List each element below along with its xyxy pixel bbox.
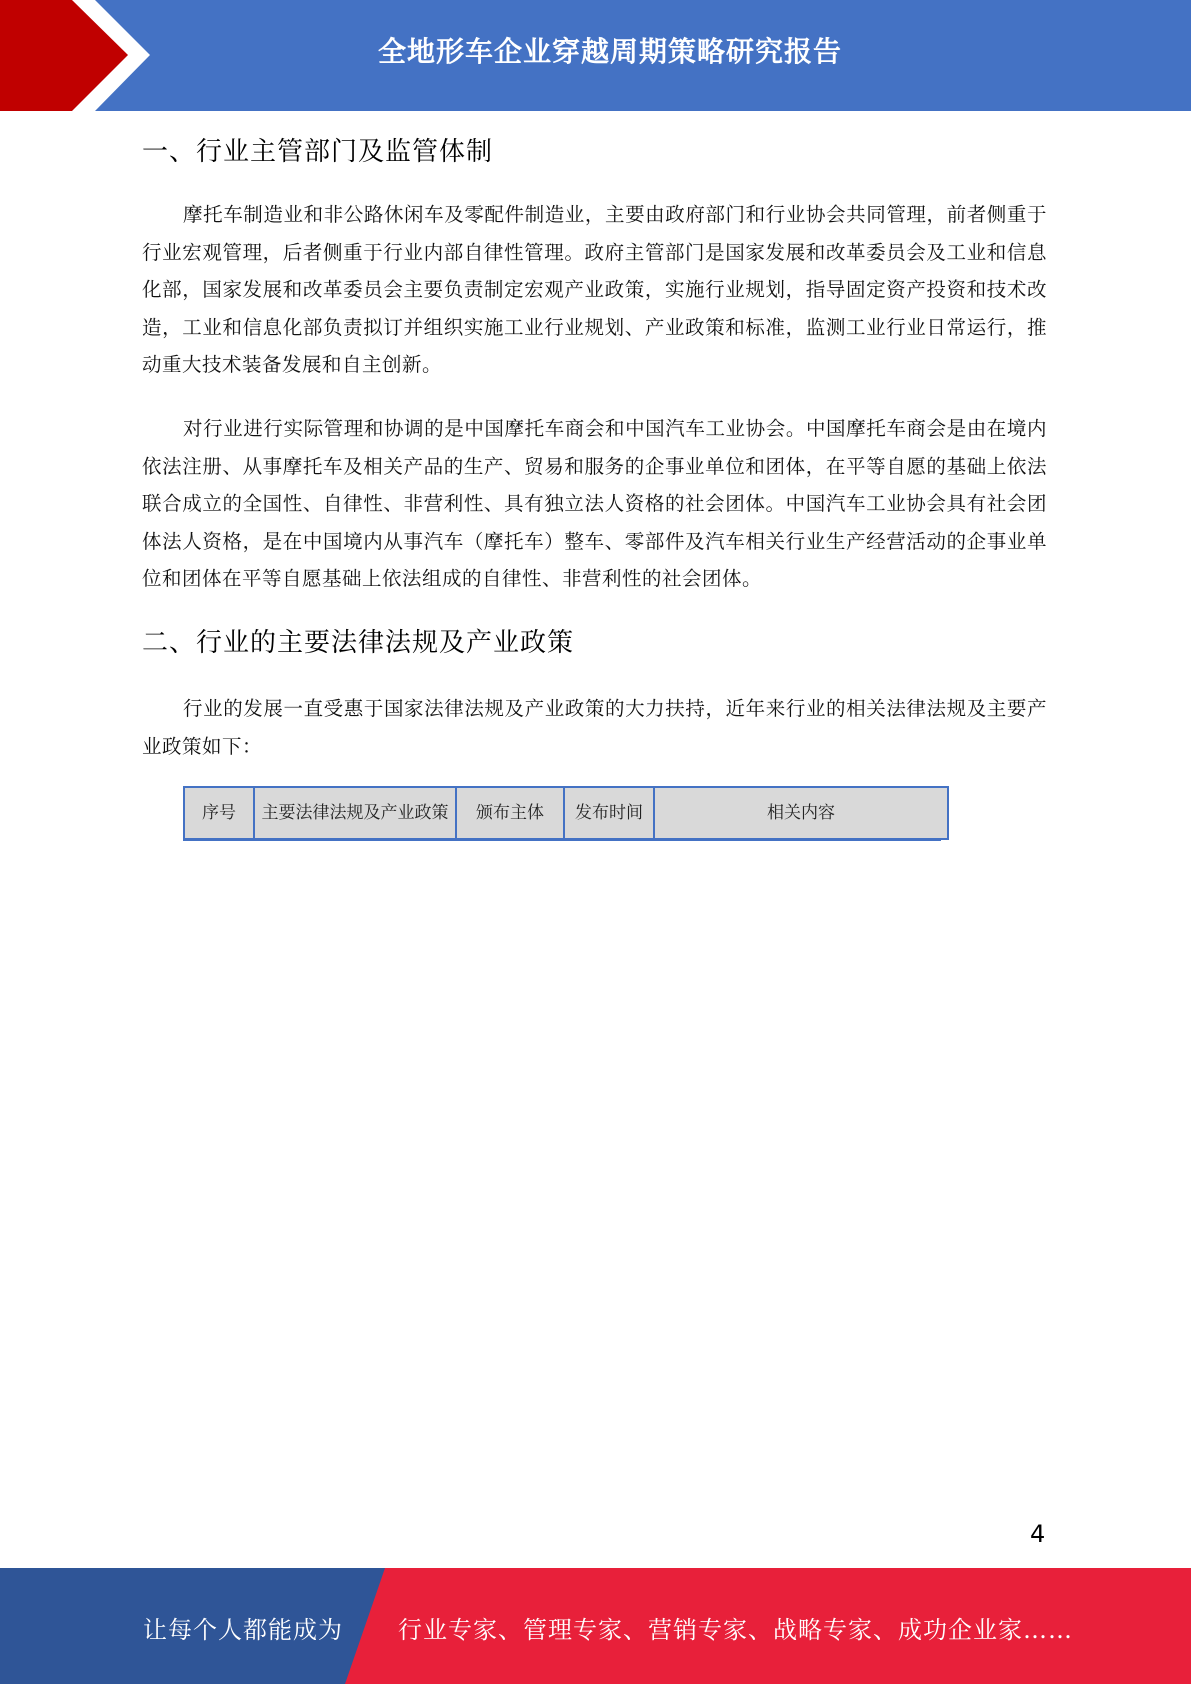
footer-slogan-left: 让每个人都能成为 [143, 1616, 343, 1644]
page-number: 4 [1030, 1520, 1046, 1548]
col-header-date: 发布时间 [564, 787, 654, 839]
col-header-issuer: 颁布主体 [456, 787, 564, 839]
header-band [0, 0, 1191, 111]
col-header-content: 相关内容 [654, 787, 948, 839]
paragraph-2: 对行业进行实际管理和协调的是中国摩托车商会和中国汽车工业协会。中国摩托车商会是由在境内依法注册、从事摩托车及相关产品的生产、贸易和服务的企事业单位和团体，在平等自愿的基础上依法联合成立的全国性、自律性、非营利性、具有独立法人资格的社会团体。中国汽车工业协会具有社会团体法人资格，是在中国境内从事汽车（摩托车）整车、零部件及汽车相关行业生产经营活动的企事业单位和团体在平等自愿基础上依法组成的自律性、非营利性的社会团体。 [142, 417, 1047, 590]
footer-slogan-right: 行业专家、管理专家、营销专家、战略专家、成功企业家…… [398, 1616, 1073, 1644]
footer-band [0, 1568, 1191, 1684]
paragraph-3: 行业的发展一直受惠于国家法律法规及产业政策的大力扶持，近年来行业的相关法律法规及主要产业政策如下： [142, 697, 1047, 758]
col-header-index: 序号 [184, 787, 254, 839]
policy-table [183, 786, 949, 840]
section-heading-1: 一、行业主管部门及监管体制 [142, 137, 494, 167]
section-heading-2: 二、行业的主要法律法规及产业政策 [142, 628, 575, 658]
report-title: 全地形车企业穿越周期策略研究报告 [377, 35, 842, 68]
col-header-regulation: 主要法律法规及产业政策 [254, 787, 456, 839]
paragraph-1: 摩托车制造业和非公路休闲车及零配件制造业，主要由政府部门和行业协会共同管理，前者侧重于行业宏观管理，后者侧重于行业内部自律性管理。政府主管部门是国家发展和改革委员会及工业和信息化部，国家发展和改革委员会主要负责制定宏观产业政策，实施行业规划，指导固定资产投资和技术改造，工业和信息化部负责拟订并组织实施工业行业规划、产业政策和标准，监测工业行业日常运行，推动重大技术装备发展和自主创新。 [142, 203, 1047, 376]
table-bottom-rule [183, 838, 941, 841]
